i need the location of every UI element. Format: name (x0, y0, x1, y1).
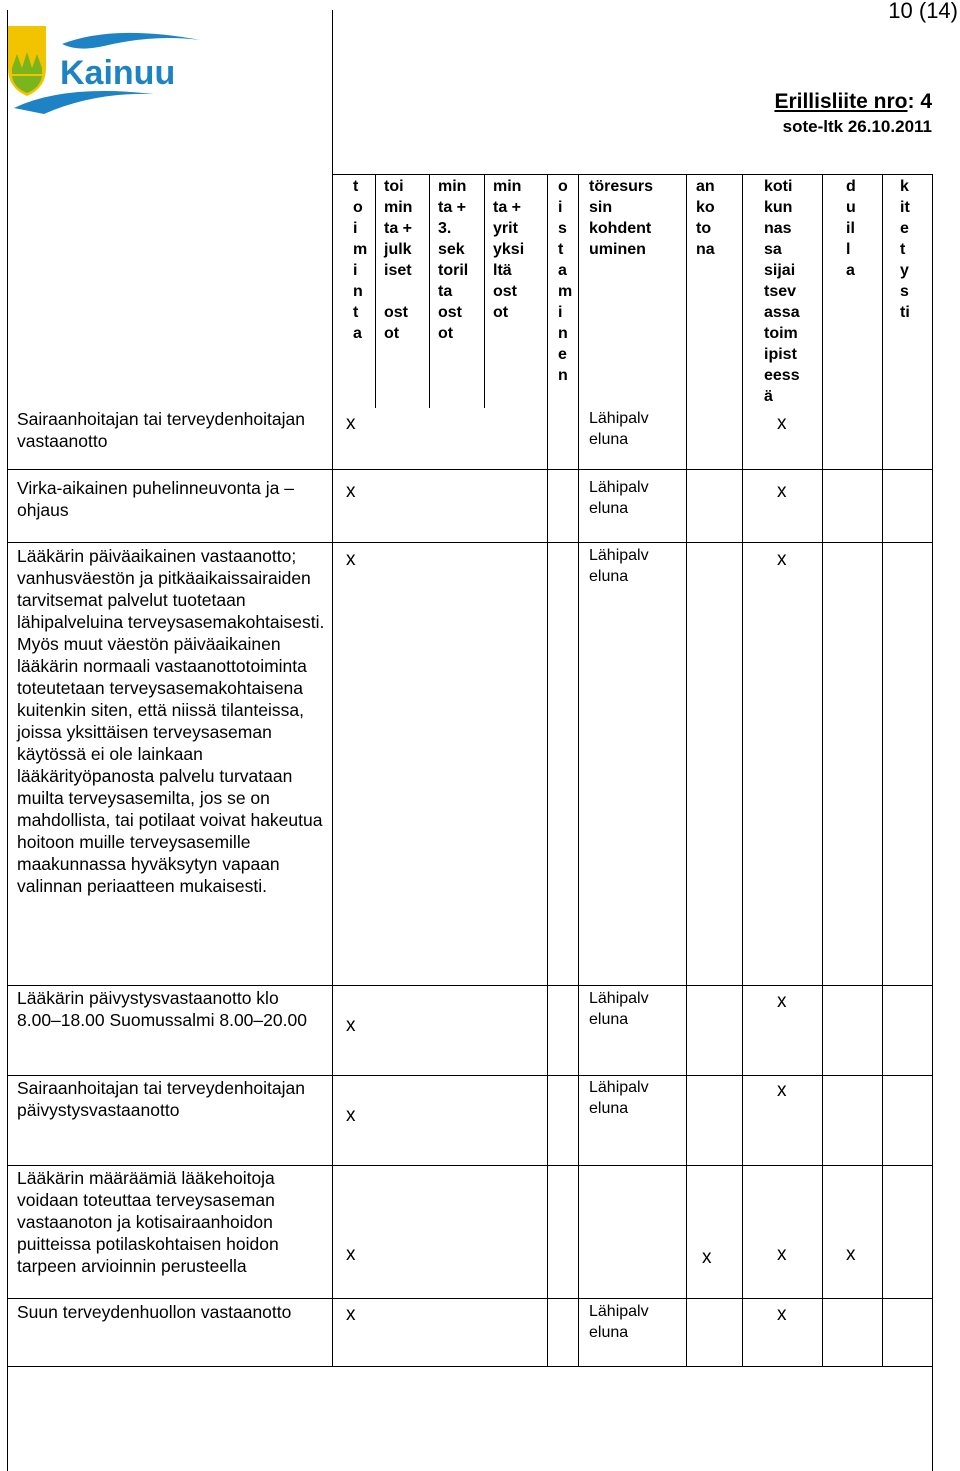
attachment-label: Erillisliite nro (774, 90, 908, 113)
row-divider-5 (7, 1165, 933, 1166)
table-border-col3 (429, 174, 430, 408)
row-divider-1 (7, 469, 933, 470)
table-border-right (932, 174, 933, 1471)
attachment-number: 4 (920, 90, 932, 113)
logo-text: Kainuu (60, 54, 176, 92)
table-border-col5 (547, 174, 548, 1366)
header-public-purchases: toi min ta + julk iset ost ot (384, 178, 413, 342)
mark-home: x (777, 549, 787, 570)
header-col10: k it e t y s ti (900, 178, 910, 321)
mark-own: x (346, 413, 356, 434)
header-business-purchases: min ta + yrit yksi ltä ost ot (493, 178, 525, 321)
header-resource-allocation: töresurs sin kohdent uminen (589, 178, 654, 258)
table-border-col4 (484, 174, 485, 408)
page-number: 10 (14) (888, 0, 958, 23)
mark-own: x (346, 1244, 356, 1265)
mark-mobile: x (702, 1247, 712, 1268)
mark-own: x (346, 481, 356, 502)
service-name: Lääkärin määräämiä lääkehoitoja voidaan toteuttaa terveysaseman vastaanoton ja kotisairaanhoidon puitteissa potilaskohtaisen hoidon tarpeen arvioinnin perusteella (17, 1168, 279, 1276)
table-border-service (332, 10, 333, 1366)
mark-own: x (346, 1304, 356, 1325)
resource-value: Lähipalv eluna (589, 990, 649, 1028)
mark-home: x (777, 991, 787, 1012)
resource-value: Lähipalv eluna (589, 479, 649, 517)
resource-value: Lähipalv eluna (589, 1079, 649, 1117)
header-mobile: an ko to na (696, 178, 715, 258)
row-divider-4 (7, 1075, 933, 1076)
resource-value: Lähipalv eluna (589, 547, 649, 585)
attachment-info: Erillisliite nro: 4 sote-ltk 26.10.2011 (774, 90, 932, 136)
mark-home: x (777, 1304, 787, 1325)
table-border-col9 (822, 174, 823, 1366)
table-border-col6 (578, 174, 579, 1366)
attachment-meeting: sote-ltk 26.10.2011 (782, 117, 932, 136)
row-divider-7 (7, 1366, 933, 1367)
table-border-col10 (882, 174, 883, 1366)
kainuu-logo (4, 22, 204, 117)
mark-home: x (777, 1244, 787, 1265)
mark-own: x (346, 1105, 356, 1126)
header-col5: o i s t a m i n e n (558, 178, 573, 384)
service-name: Lääkärin päivystysvastaanotto klo 8.00–18.00 Suomussalmi 8.00–20.00 (17, 988, 307, 1030)
table-border-col8 (742, 174, 743, 1366)
table-header-top (332, 174, 933, 175)
service-name: Sairaanhoitajan tai terveydenhoitajan vastaanotto (17, 409, 305, 451)
resource-value: Lähipalv eluna (589, 410, 649, 448)
table-border-left (7, 10, 8, 1471)
row-divider-6 (7, 1298, 933, 1299)
resource-value: Lähipalv eluna (589, 1303, 649, 1341)
row-divider-3 (7, 985, 933, 986)
header-third-sector-purchases: min ta + 3. sek toril ta ost ot (438, 178, 469, 342)
mark-remote: x (846, 1244, 856, 1265)
mark-home: x (777, 413, 787, 434)
service-name: Virka-aikainen puhelinneuvonta ja –ohjaus (17, 478, 294, 520)
service-name: Suun terveydenhuollon vastaanotto (17, 1302, 292, 1322)
mark-home: x (777, 481, 787, 502)
mark-own: x (346, 1015, 356, 1036)
mark-home: x (777, 1080, 787, 1101)
header-col9: d u il l a (846, 178, 856, 279)
header-own-production: t o i m i n t a (353, 178, 368, 342)
row-divider-2 (7, 542, 933, 543)
service-name: Sairaanhoitajan tai terveydenhoitajan päivystysvastaanotto (17, 1078, 305, 1120)
service-name: Lääkärin päiväaikainen vastaanotto; vanhusväestön ja pitkäaikaissairaiden tarvitsemat palvelut tuotetaan lähipalveluina terveysasemakohtaisesti. Myös muut väestön päiväaikainen lääkärin normaali vastaanottotoiminta toteutetaan terveysasemakohtaisena kuitenkin siten, että niissä tilanteissa, joissa yksittäisen terveysaseman käytössä ei ole lainkaan lääkärityöpanosta palvelu turvataan muilta terveysasemilta, jos se on mahdollista, tai potilaat voivat hakeutua hoitoon muille terveysasemille maakunnassa hyväksytyn vapaan valinnan periaatteen mukaisesti. (17, 546, 325, 896)
header-home-municipality: koti kun nas sa sijai tsev assa toim ipist eess ä (764, 178, 800, 405)
table-border-col2 (375, 174, 376, 408)
mark-own: x (346, 549, 356, 570)
table-border-col7 (686, 174, 687, 1366)
